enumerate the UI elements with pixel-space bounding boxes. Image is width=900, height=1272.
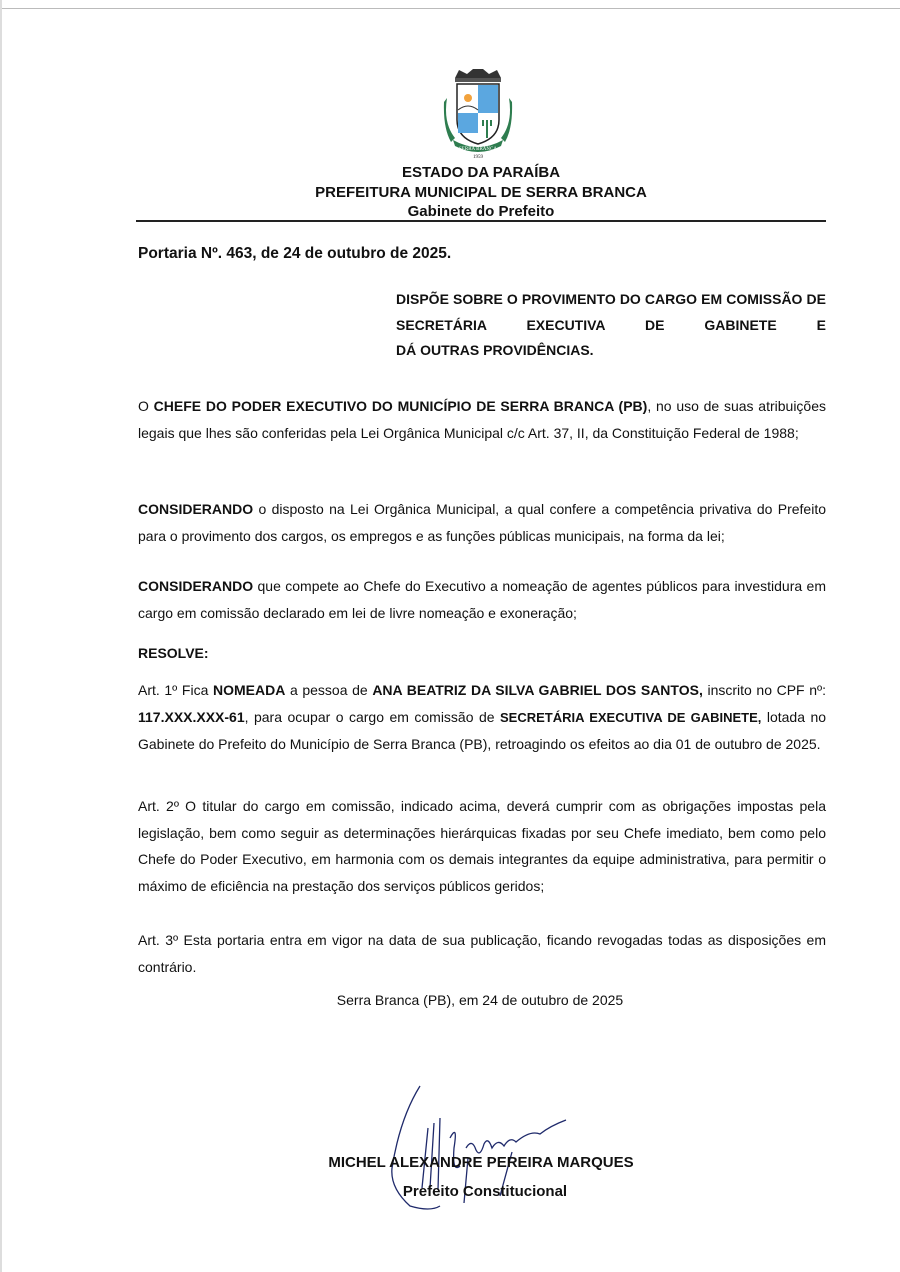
resolve-heading: RESOLVE: [138, 645, 209, 661]
article-3: Art. 3º Esta portaria entra em vigor na data de sua publicação, ficando revogadas todas as disposições em contrário. [138, 932, 826, 975]
text: a pessoa de [285, 682, 373, 698]
place-and-date: Serra Branca (PB), em 24 de outubro de 2025 [336, 992, 624, 1008]
header-divider [136, 220, 826, 222]
considering-paragraph-1 [138, 496, 826, 549]
ementa-text: DISPÕE SOBRE O PROVIMENTO DO CARGO EM COMISSÃO DE SECRETÁRIA EXECUTIVA DE GABINETE E [396, 291, 826, 333]
svg-text:SERRA BRANCA: SERRA BRANCA [459, 147, 497, 152]
state-name: ESTADO DA PARAÍBA [401, 164, 561, 181]
municipal-coat-of-arms [441, 68, 515, 160]
position-name: SECRETÁRIA EXECUTIVA DE GABINETE, [500, 709, 762, 725]
considering-paragraph-2 [138, 573, 826, 626]
ementa [396, 287, 826, 364]
bold-text: NOMEADA [212, 682, 286, 698]
ementa-text-end: DÁ OUTRAS PROVIDÊNCIAS. [396, 342, 594, 358]
scan-edge-left [0, 0, 2, 1272]
text: inscrito no CPF nº: [702, 682, 827, 698]
text: Art. 1º Fica [138, 682, 213, 698]
text: , para ocupar o cargo em comissão de [244, 708, 500, 725]
bold-text: CHEFE DO PODER EXECUTIVO DO MUNICÍPIO DE SERRA BRANCA (PB) [153, 398, 648, 414]
article-2: Art. 2º O titular do cargo em comissão, indicado acima, deverá cumprir com as obrigações impostas pela legislação, bem como seguir as determinações hierárquicas fixadas por seu Chefe imediato, bem como pelo Chefe do Poder Executivo, em harmonia com os demais integrantes da equipe administrativa, para permitir o máximo de eficiência na prestação dos serviços públicos geridos; [138, 798, 826, 894]
text: o disposto na Lei Orgânica Municipal, a qual confere a competência privativa do Prefeito para o provimento dos cargos, os empregos e as funções públicas municipais, na forma da lei; [138, 501, 826, 544]
signatory-role: Prefeito Constitucional [402, 1183, 568, 1200]
text: que compete ao Chefe do Executivo a nomeação de agentes públicos para investidura em cargo em comissão declarado em lei de livre nomeação e exoneração; [138, 578, 826, 621]
document-title: Portaria Nº. 463, de 24 de outubro de 2025. [138, 245, 452, 262]
text: O [138, 398, 154, 414]
bold-text: CONSIDERANDO [138, 501, 254, 517]
article-1 [138, 677, 826, 758]
bold-text: CONSIDERANDO [138, 578, 254, 594]
scan-edge-top [0, 8, 900, 9]
text: , no uso de suas atribuições legais que lhes são conferidas pela Lei Orgânica Municipal c/c Art. 37, II, da Constituição Federal de 1988; [138, 398, 827, 441]
appointee-name: ANA BEATRIZ DA SILVA GABRIEL DOS SANTOS, [372, 682, 703, 698]
cpf-number: 117.XXX.XXX-61 [138, 708, 245, 725]
signatory-name: MICHEL ALEXANDRE PEREIRA MARQUES [328, 1154, 634, 1171]
office-name: Gabinete do Prefeito [407, 203, 555, 220]
preamble-paragraph [138, 393, 826, 446]
text: lotada no Gabinete do Prefeito do Município de Serra Branca (PB), retroagindo os efeitos ao dia 01 de outubro de 2025. [138, 708, 827, 752]
svg-text:1959: 1959 [473, 155, 483, 160]
prefecture-name: PREFEITURA MUNICIPAL DE SERRA BRANCA [315, 184, 647, 201]
